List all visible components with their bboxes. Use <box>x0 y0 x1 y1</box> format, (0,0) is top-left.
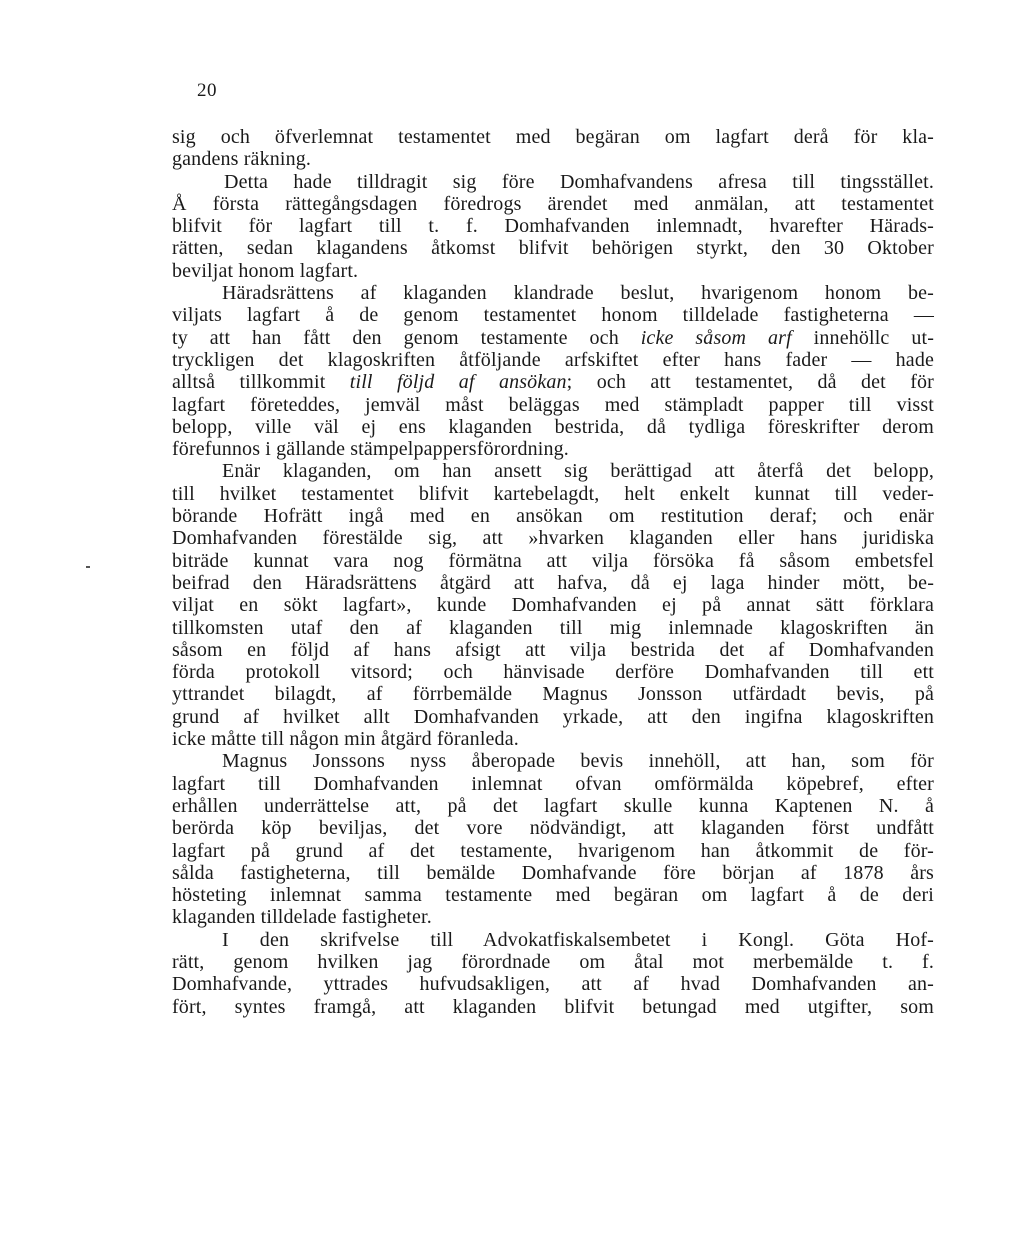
text-line: biträde kunnat vara nog förmätna att vilja försöka få såsom embetsfel <box>172 549 934 572</box>
text-line: lagfart på grund af det testamente, hvarigenom han åtkommit de för- <box>172 839 934 862</box>
text-line: förefunnos i gällande stämpelpappersförordning. <box>172 438 569 461</box>
text-line: alltså tillkommit till följd af ansökan; och att testamentet, då det för <box>172 371 934 394</box>
text-line: rätten, sedan klagandens åtkomst blifvit behörigen styrkt, den 30 Oktober <box>172 237 934 260</box>
text-line: Magnus Jonssons nyss åberopade bevis innehöll, att han, som för <box>222 750 934 773</box>
text-line: förda protokoll vitsord; och hänvisade derföre Domhafvanden till ett <box>172 661 934 684</box>
emphasis: icke såsom arf <box>640 326 792 349</box>
text-line: lagfart till Domhafvanden inlemnat ofvan omförmälda köpebref, efter <box>172 772 934 795</box>
page-number: 20 <box>197 80 217 101</box>
text-line: grund af hvilket allt Domhafvanden yrkade, att den ingifna klagoskriften <box>172 705 934 728</box>
text-line: lagfart företeddes, jemväl måst beläggas med stämpladt papper till visst <box>172 393 934 416</box>
text-line: Å första rättegångsdagen föredrogs ärendet med anmälan, att testamentet <box>172 192 934 215</box>
text-line: viljat en sökt lagfart», kunde Domhafvanden ej på annat sätt förklara <box>172 594 934 617</box>
text-line: viljats lagfart å de genom testamentet honom tilldelade fastigheterna — <box>172 304 934 327</box>
emphasis: till följd af ansökan <box>349 371 567 394</box>
text-line: Domhafvanden förestälde sig, att »hvarken klaganden eller hans juridiska <box>172 527 934 550</box>
text-line: yttrandet bilagdt, af förrbemälde Magnus Jonsson utfärdadt bevis, på <box>172 683 934 706</box>
text-line: hösteting inlemnat samma testamente med begäran om lagfart å de deri <box>172 884 934 907</box>
text-line: tryckligen det klagoskriften åtföljande arfskiftet efter hans fader — hade <box>172 348 934 371</box>
text-line: tillkomsten utaf den af klaganden till mig inlemnade klagoskriften än <box>172 616 934 639</box>
text-line: Detta hade tilldragit sig före Domhafvandens afresa till tingsstället. <box>224 170 934 193</box>
text-line: berörda köp beviljas, det vore nödvändigt, att klaganden först undfått <box>172 817 934 840</box>
text-line: Häradsrättens af klaganden klandrade beslut, hvarigenom honom be- <box>222 282 934 305</box>
stray-mark <box>86 566 90 568</box>
text-line: fört, syntes framgå, att klaganden blifvit betungad med utgifter, som <box>172 995 934 1018</box>
text-line: till hvilket testamentet blifvit kartebelagdt, helt enkelt kunnat till veder- <box>172 482 934 505</box>
text-line: såsom en följd af hans afsigt att vilja bestrida det af Domhafvanden <box>172 638 934 661</box>
text-line: sålda fastigheterna, till bemälde Domhafvande före början af 1878 års <box>172 861 934 884</box>
text-line: icke måtte till någon min åtgärd föranleda. <box>172 728 519 751</box>
text-line: beviljat honom lagfart. <box>172 259 359 282</box>
text-line: klaganden tilldelade fastigheter. <box>172 906 432 929</box>
text-line: börande Hofrätt ingå med en ansökan om restitution deraf; och enär <box>172 505 934 528</box>
text-line: rätt, genom hvilken jag förordnade om åtal mot merbemälde t. f. <box>172 950 934 973</box>
text-line: belopp, ville väl ej ens klaganden bestrida, då tydliga föreskrifter derom <box>172 415 934 438</box>
text-line: blifvit för lagfart till t. f. Domhafvanden inlemnadt, hvarefter Härads- <box>172 215 934 238</box>
text-line: ty att han fått den genom testamente och icke såsom arf innehöllc ut- <box>172 326 934 349</box>
text-line: gandens räkning. <box>172 148 312 171</box>
text-line: I den skrifvelse till Advokatfiskalsembetet i Kongl. Göta Hof- <box>222 928 934 951</box>
document-body <box>172 126 934 1018</box>
text-line: sig och öfverlemnat testamentet med begäran om lagfart derå för kla- <box>172 126 934 148</box>
text-line: beifrad den Häradsrättens åtgärd att hafva, då ej laga hinder mött, be- <box>172 571 934 594</box>
text-line: Domhafvande, yttrades hufvudsakligen, att af hvad Domhafvanden an- <box>172 973 934 996</box>
text-line: Enär klaganden, om han ansett sig berättigad att återfå det belopp, <box>222 460 934 483</box>
text-line: erhållen underrättelse att, på det lagfart skulle kunna Kaptenen N. å <box>172 794 934 817</box>
